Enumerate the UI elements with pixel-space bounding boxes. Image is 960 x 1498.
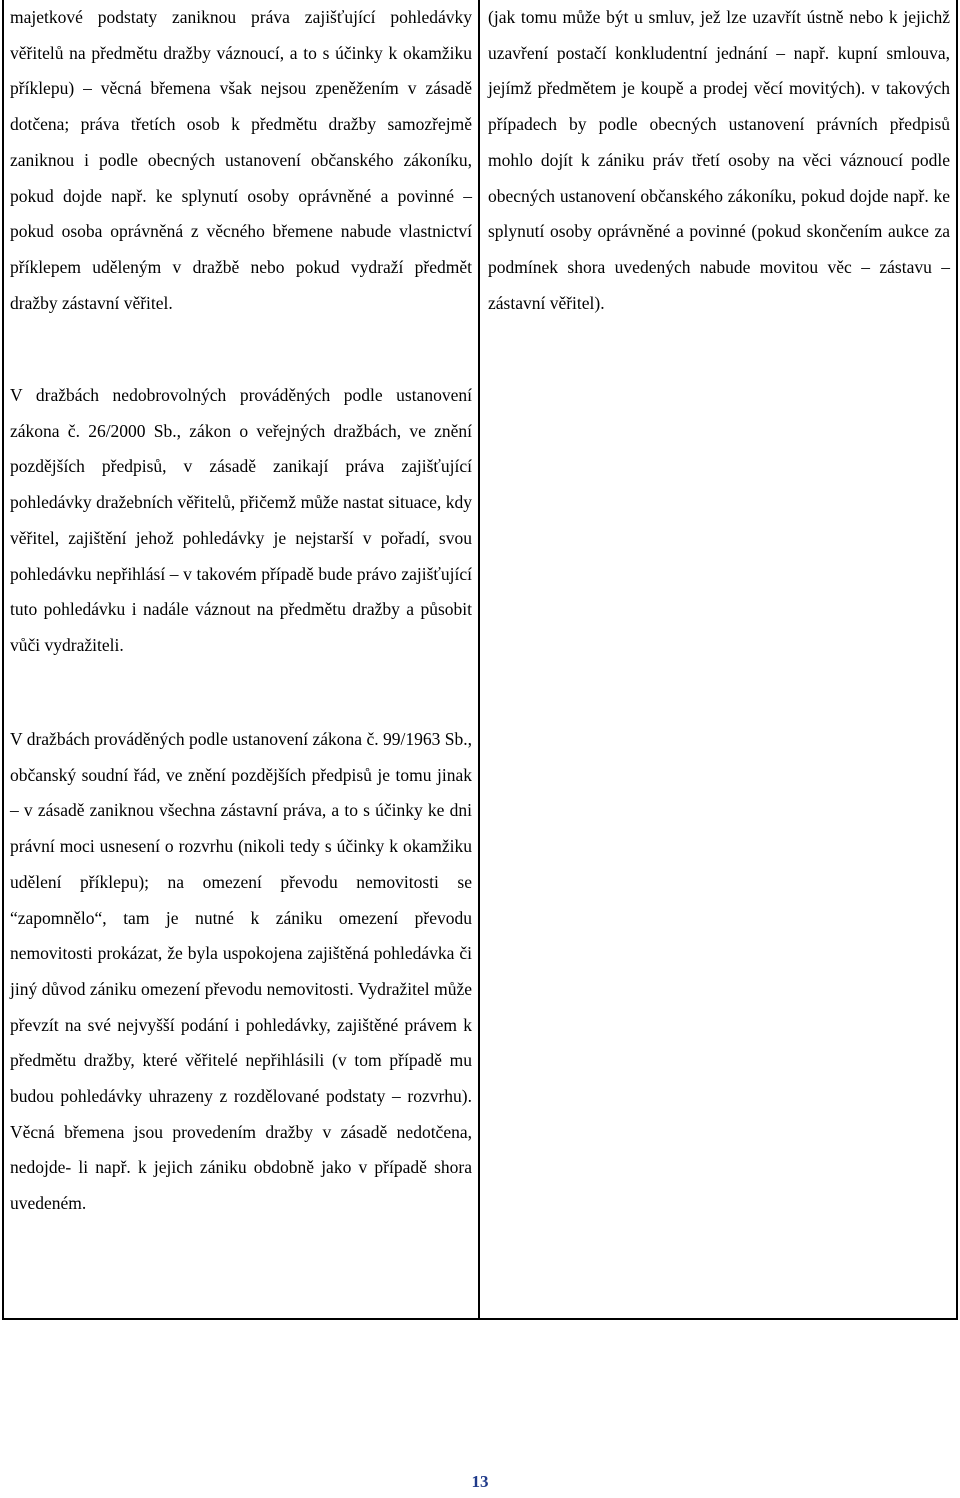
page-number: 13 [471,1472,489,1491]
column-divider [478,0,480,1320]
right-paragraph-1: (jak tomu může být u smluv, jež lze uzavřít ústně nebo k jejichž uzavření postačí konkludentní jednání – např. kupní smlouva, jejímž předmětem je koupě a prodej věcí movitých). v takových případech by podle obecných ustanovení právních předpisů mohlo dojít k zániku práv třetí osoby na věci váznoucí podle obecných ustanovení občanského zákoníku, pokud dojde např. ke splynutí osoby oprávněné a povinné (pokud skončením aukce za podmínek shora uvedených nabude movitou věc – zástavu – zástavní věřitel). [488,7,950,313]
left-paragraph-3: V dražbách prováděných podle ustanovení zákona č. 99/1963 Sb., občanský soudní řád, ve znění pozdějších předpisů je tomu jinak – v zásadě zaniknou všechna zástavní práva, a to s účinky ke dni právní moci usnesení o rozvrhu (nikoli tedy s účinky k okamžiku udělení příklepu); na omezení převodu nemovitosti se “zapomnělo“, tam je nutné k zániku omezení převodu nemovitosti prokázat, že byla uspokojena zajištěná pohledávka či jiný důvod zániku omezení převodu nemovitosti. Vydražitel může převzít na své nejvyšší podání i pohledávky, zajištěné právem k předmětu dražby, které věřitelé nepřihlásili (v tom případě mu budou pohledávky uhrazeny z rozdělované podstaty – rozvrhu). Věcná břemena jsou provedením dražby v zásadě nedotčena, nedojde- li např. k jejich zániku obdobně jako v případě shora uvedeném. [10,729,472,1214]
left-paragraph-2: V dražbách nedobrovolných prováděných podle ustanovení zákona č. 26/2000 Sb., zákon o veřejných dražbách, ve znění pozdějších předpisů, v zásadě zanikají práva zajišťující pohledávky dražebních věřitelů, přičemž může nastat situace, kdy věřitel, zajištění jehož pohledávky je nejstarší v pořadí, svou pohledávku nepřihlásí – v takovém případě bude právo zajišťující tuto pohledávku i nadále váznout na předmětu dražby a působit vůči vydražiteli. [10,385,472,655]
left-paragraph-1: majetkové podstaty zaniknou práva zajišťující pohledávky věřitelů na předmětu dražby váznoucí, a to s účinky k okamžiku příklepu) – věcná břemena však nejsou zpeněžením v zásadě dotčena; práva třetích osob k předmětu dražby samozřejmě zaniknou i podle obecných ustanovení občanského zákoníku, pokud dojde např. ke splynutí osoby oprávněné a povinné – pokud osoba oprávněná z věcného břemene nabude vlastnictví příklepem uděleným v dražbě nebo pokud vydraží předmět dražby zástavní věřitel. [10,7,472,313]
